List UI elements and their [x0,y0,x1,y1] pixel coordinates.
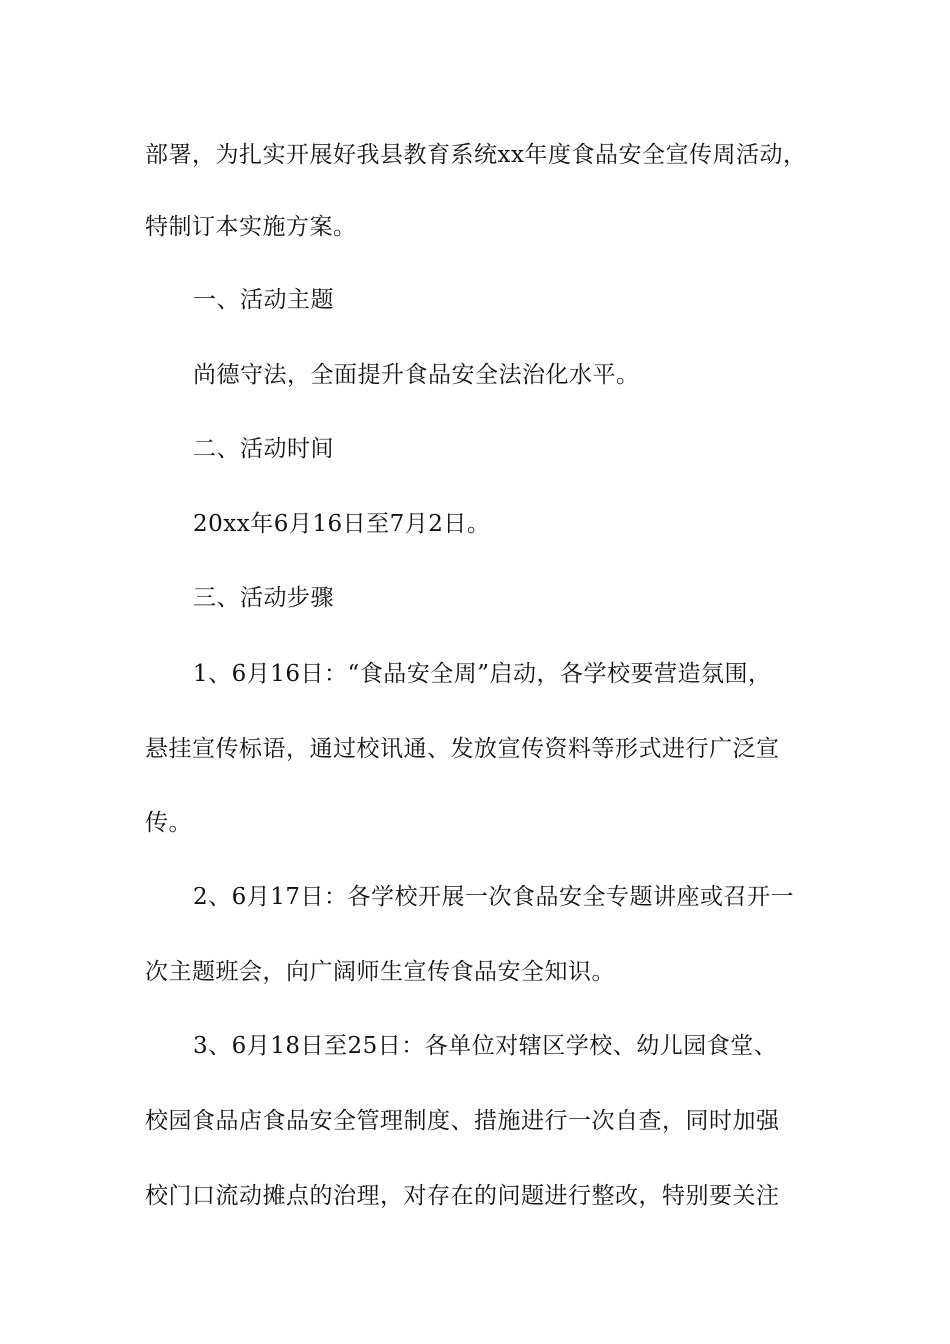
section-heading: 三、活动步骤 [193,585,334,611]
paragraph-line: 尚德守法，全面提升食品安全法治化水平。 [193,362,640,388]
paragraph-line: 20xx年6月16日至7月2日。 [193,511,491,537]
paragraph-line: 校园食品店食品安全管理制度、措施进行一次自查，同时加强 [145,1108,780,1134]
section-heading: 一、活动主题 [193,287,334,313]
paragraph-line: 部署，为扎实开展好我县教育系统xx年度食品安全宣传周活动， [145,142,807,168]
paragraph-line: 1、6月16日：“食品安全周”启动，各学校要营造氛围， [193,661,772,687]
paragraph-line: 特制订本实施方案。 [145,214,357,240]
paragraph-line: 次主题班会，向广阔师生宣传食品安全知识。 [145,959,615,985]
section-heading: 二、活动时间 [193,436,334,462]
paragraph-line: 悬挂宣传标语，通过校讯通、发放宣传资料等形式进行广泛宣 [145,736,780,762]
paragraph-line: 3、6月18日至25日：各单位对辖区学校、幼儿园食堂、 [193,1033,778,1059]
paragraph-line: 2、6月17日：各学校开展一次食品安全专题讲座或召开一 [193,884,795,910]
paragraph-line: 传。 [145,810,192,836]
paragraph-line: 校门口流动摊点的治理，对存在的问题进行整改，特别要关注 [145,1183,780,1209]
